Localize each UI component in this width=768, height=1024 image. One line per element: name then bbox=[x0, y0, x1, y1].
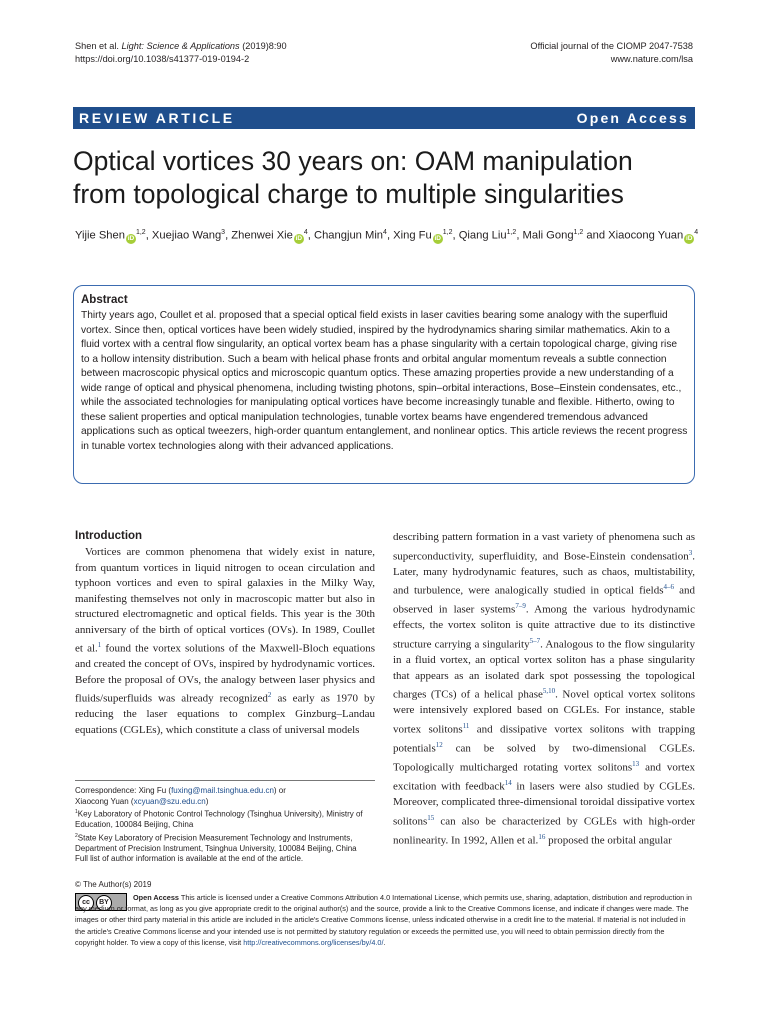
title-line-1: Optical vortices 30 years on: OAM manipulation bbox=[73, 146, 633, 176]
body-text: as early as 1970 by reducing the laser equations to complex Ginzburg–Landau equations (CGLEs), which constitute a class of universal models bbox=[75, 692, 376, 736]
copyright-line: © The Author(s) 2019 bbox=[75, 880, 152, 889]
correspondence-block: Correspondence: Xing Fu (fuxing@mail.tsinghua.edu.cn) or Xiaocong Yuan (xcyuan@szu.edu.cn) $^1$Key Laboratory of Photonic Control Technology (Tsinghua University), Ministry of Education, 100084 Beijing, China $^2$State Key Laboratory of Precision Measurement Technology and Instruments, Department of Precision Instrument, Tsinghua University, 100084 Beijing, China Full list of author information is available at the end of the article. bbox=[75, 786, 375, 865]
citation-ref[interactable]: 7–9 bbox=[515, 602, 526, 611]
article-title bbox=[73, 145, 713, 211]
body-text: proposed the orbital angular bbox=[545, 834, 672, 847]
author-name[interactable]: Xing Fu bbox=[393, 229, 432, 242]
author-affiliation-sup: 1,2 bbox=[135, 229, 146, 236]
citation-ref[interactable]: 5,10 bbox=[542, 687, 556, 696]
orcid-icon[interactable]: iD bbox=[127, 234, 135, 242]
author-affiliation-sup: 4 bbox=[303, 229, 308, 236]
citation-ref[interactable]: 3 bbox=[688, 548, 693, 557]
intro-right-column bbox=[393, 530, 695, 849]
body-text: . Among the various hydrodynamic effects, the vortex soliton is quite attractive due to its distinctive structure carrying a singularity bbox=[393, 603, 695, 651]
citation-ref[interactable]: 15 bbox=[427, 813, 435, 822]
body-text: in lasers were also studied by CGLEs. Moreover, complicated three-dimensional toroidal dissipative vortex solitons bbox=[393, 780, 696, 828]
author-name[interactable]: Mali Gong bbox=[522, 229, 574, 242]
author-name[interactable]: Zhenwei Xie bbox=[231, 229, 293, 242]
title-line-2: from topological charge to multiple singularities bbox=[73, 179, 624, 209]
header-journal bbox=[530, 40, 693, 66]
author-list bbox=[75, 224, 705, 245]
citation-ref[interactable]: 16 bbox=[538, 833, 546, 842]
citation-ref[interactable]: 14 bbox=[504, 779, 512, 788]
banner-review-article: REVIEW ARTICLE bbox=[79, 110, 235, 126]
citation-ref[interactable]: 4–6 bbox=[663, 583, 675, 592]
author-info-note: Full list of author information is available at the end of the article. bbox=[75, 854, 304, 864]
author-separator: and bbox=[583, 229, 609, 242]
author-affiliation-sup: 1,2 bbox=[442, 229, 453, 236]
body-text: and dissipative vortex solitons with trapping potentials bbox=[393, 723, 695, 755]
author-separator: , bbox=[307, 229, 314, 242]
author-affiliation-sup: 4 bbox=[694, 229, 699, 236]
banner-open-access: Open Access bbox=[576, 110, 689, 126]
author-name[interactable]: Xiaocong Yuan bbox=[608, 229, 684, 242]
section-heading-introduction: Introduction bbox=[75, 530, 143, 542]
body-text: . Analogous to the flow singularity in a fluid vortex, an optical vortex soliton has a phase singularity that appears as an isolated dark spot possessing the topological charges (TCs) of a helical phase bbox=[393, 638, 695, 701]
body-text: describing pattern formation in a vast variety of phenomena such as superconductivity, superfluidity, and Bose-Einstein condensation bbox=[393, 531, 695, 563]
intro-left-column bbox=[75, 545, 375, 738]
author-affiliation-sup: 1,2 bbox=[573, 229, 584, 236]
author-name[interactable]: Qiang Liu bbox=[458, 229, 507, 242]
header-citation bbox=[75, 40, 287, 66]
citation-ref[interactable]: 13 bbox=[632, 760, 640, 769]
body-text: Vortices are common phenomena that widely exist in nature, from quantum vortices in liquid nitrogen to ocean circulation and typhoon vortices and even to spiral galaxies in the Milky Way, manifesting themselves not only in macroscopic matter but also in structured electromagnetic and optical fields. This year is the 30th anniversary of the birth of optical vortices (OVs). In 1989, Coullet et al. bbox=[75, 546, 375, 655]
body-text: and observed in laser systems bbox=[393, 584, 695, 616]
article-type-banner bbox=[73, 107, 695, 129]
author-name[interactable]: Xuejiao Wang bbox=[151, 229, 222, 242]
doi-link[interactable]: https://doi.org/10.1038/s41377-019-0194-2 bbox=[75, 54, 250, 64]
citation-prefix: Shen et al. bbox=[75, 41, 122, 51]
email-link-fu[interactable]: fuxing@mail.tsinghua.edu.cn bbox=[171, 786, 274, 795]
author-separator: , bbox=[386, 229, 394, 242]
orcid-icon[interactable]: iD bbox=[434, 234, 441, 242]
orcid-icon[interactable]: iD bbox=[295, 234, 303, 242]
author-separator: , bbox=[145, 229, 152, 242]
author-separator: , bbox=[516, 229, 523, 242]
body-text: and vortex excitation with feedback bbox=[393, 761, 696, 793]
body-text: . Novel optical vortex solitons were intensively explored based on CGLEs. For instance, stable vortex solitons bbox=[393, 688, 695, 736]
license-open-access: Open Access bbox=[133, 893, 179, 902]
citation-ref[interactable]: 12 bbox=[435, 740, 443, 749]
author-affiliation-sup: 1,2 bbox=[506, 229, 517, 236]
email-link-yuan[interactable]: xcyuan@szu.edu.cn bbox=[133, 796, 206, 806]
abstract-heading: Abstract bbox=[81, 294, 128, 306]
abstract-text: Thirty years ago, Coullet et al. proposed that a special optical field exists in laser cavities bearing some analogy with the superfluid vortex. Since then, optical vortices have been widely studied, inspired by the hydrodynamics sharing similar mathematics. Akin to a fluid vortex with a central flow singularity, an optical vortex beam has a phase singularity with a certain topological charge, giving rise to a hollow intensity distribution. Such a beam with helical phase fronts and orbital angular momentum reveals a subtle connection between macroscopic physical optics and microscopic quantum optics. These amazing properties provide a new understanding of a wide range of optical and physical phenomena, including twisting photons, spin–orbital interactions, Bose–Einstein condensates, etc., while the associated technologies for manipulating optical vortices have become increasingly tunable and flexible. Hitherto, owing to these salient properties and optical manipulation technologies, tunable vortex beams have engendered tremendous advanced applications such as optical tweezers, high-order quantum entanglement, and nonlinear optics. This article reviews the recent progress in tunable vortex technologies along with their advanced applications. bbox=[81, 310, 688, 452]
official-journal: Official journal of the CIOMP 2047-7538 bbox=[530, 41, 693, 51]
affiliation-2: $^2$State Key Laboratory of Precision Measurement Technology and Instruments, Department of Precision Instrument, Tsinghua University, 100084 Beijing, China bbox=[75, 832, 357, 853]
body-text: can be solved by two-dimensional CGLEs. Topologically multicharged rotating vortex solitons bbox=[393, 742, 695, 774]
body-text: found the vortex solutions of the Maxwell-Bloch equations and created the concept of OVs, inspired by hydrodynamic vortices. Before the proposal of OVs, the analogy between laser physics and fluids/superfluids was already recognized bbox=[75, 642, 375, 705]
citation-ref[interactable]: 5–7 bbox=[529, 636, 541, 645]
author-affiliation-sup: 4 bbox=[383, 229, 387, 236]
author-separator: , bbox=[225, 229, 232, 242]
journal-website[interactable]: www.nature.com/lsa bbox=[610, 54, 693, 64]
citation-ref[interactable]: 1 bbox=[97, 641, 102, 649]
orcid-icon[interactable]: iD bbox=[686, 234, 693, 242]
author-name[interactable]: Yijie Shen bbox=[75, 229, 125, 242]
author-separator: , bbox=[452, 229, 459, 242]
author-name[interactable]: Changjun Min bbox=[314, 229, 384, 242]
citation-ref[interactable]: 2 bbox=[267, 691, 272, 700]
body-text: . Later, many hydrodynamic features, such as chaos, multistability, and turbulence, were analogically studied in optical fields bbox=[393, 550, 695, 597]
license-link[interactable]: http://creativecommons.org/licenses/by/4.0/ bbox=[243, 937, 384, 947]
affiliation-1: $^1$Key Laboratory of Photonic Control Technology (Tsinghua University), Ministry of Education, 100084 Beijing, China bbox=[75, 809, 363, 830]
license-text: Open Access This article is licensed under a Creative Commons Attribution 4.0 International License, which permits use, sharing, adaptation, distribution and reproduction in any medium or format, as long as you give appropriate credit to the original author(s) and the source, provide a link to the Creative Commons license, and indicate if changes were made. The images or other third party material in this article are included in the article's Creative Commons license, unless indicated otherwise in a credit line to the material. If material is not included in the article's Creative Commons license and your intended use is not permitted by statutory regulation or exceeds the permitted use, you will need to obtain permission directly from the copyright holder. To view a copy of this license, visit http://creativecommons.org/licenses/by/4.0/. bbox=[75, 893, 692, 947]
footnote-divider bbox=[75, 780, 375, 781]
cc-icon: cc bbox=[78, 895, 94, 911]
journal-name: Light: Science & Applications bbox=[121, 41, 240, 51]
citation-suffix: (2019)8:90 bbox=[239, 41, 287, 51]
author-affiliation-sup: 3 bbox=[221, 229, 226, 236]
body-text: can also be characterized by CGLEs with high-order nonlinearity. In 1992, Allen et al. bbox=[393, 815, 695, 847]
by-icon: BY bbox=[96, 895, 112, 911]
citation-ref[interactable]: 11 bbox=[462, 721, 470, 730]
